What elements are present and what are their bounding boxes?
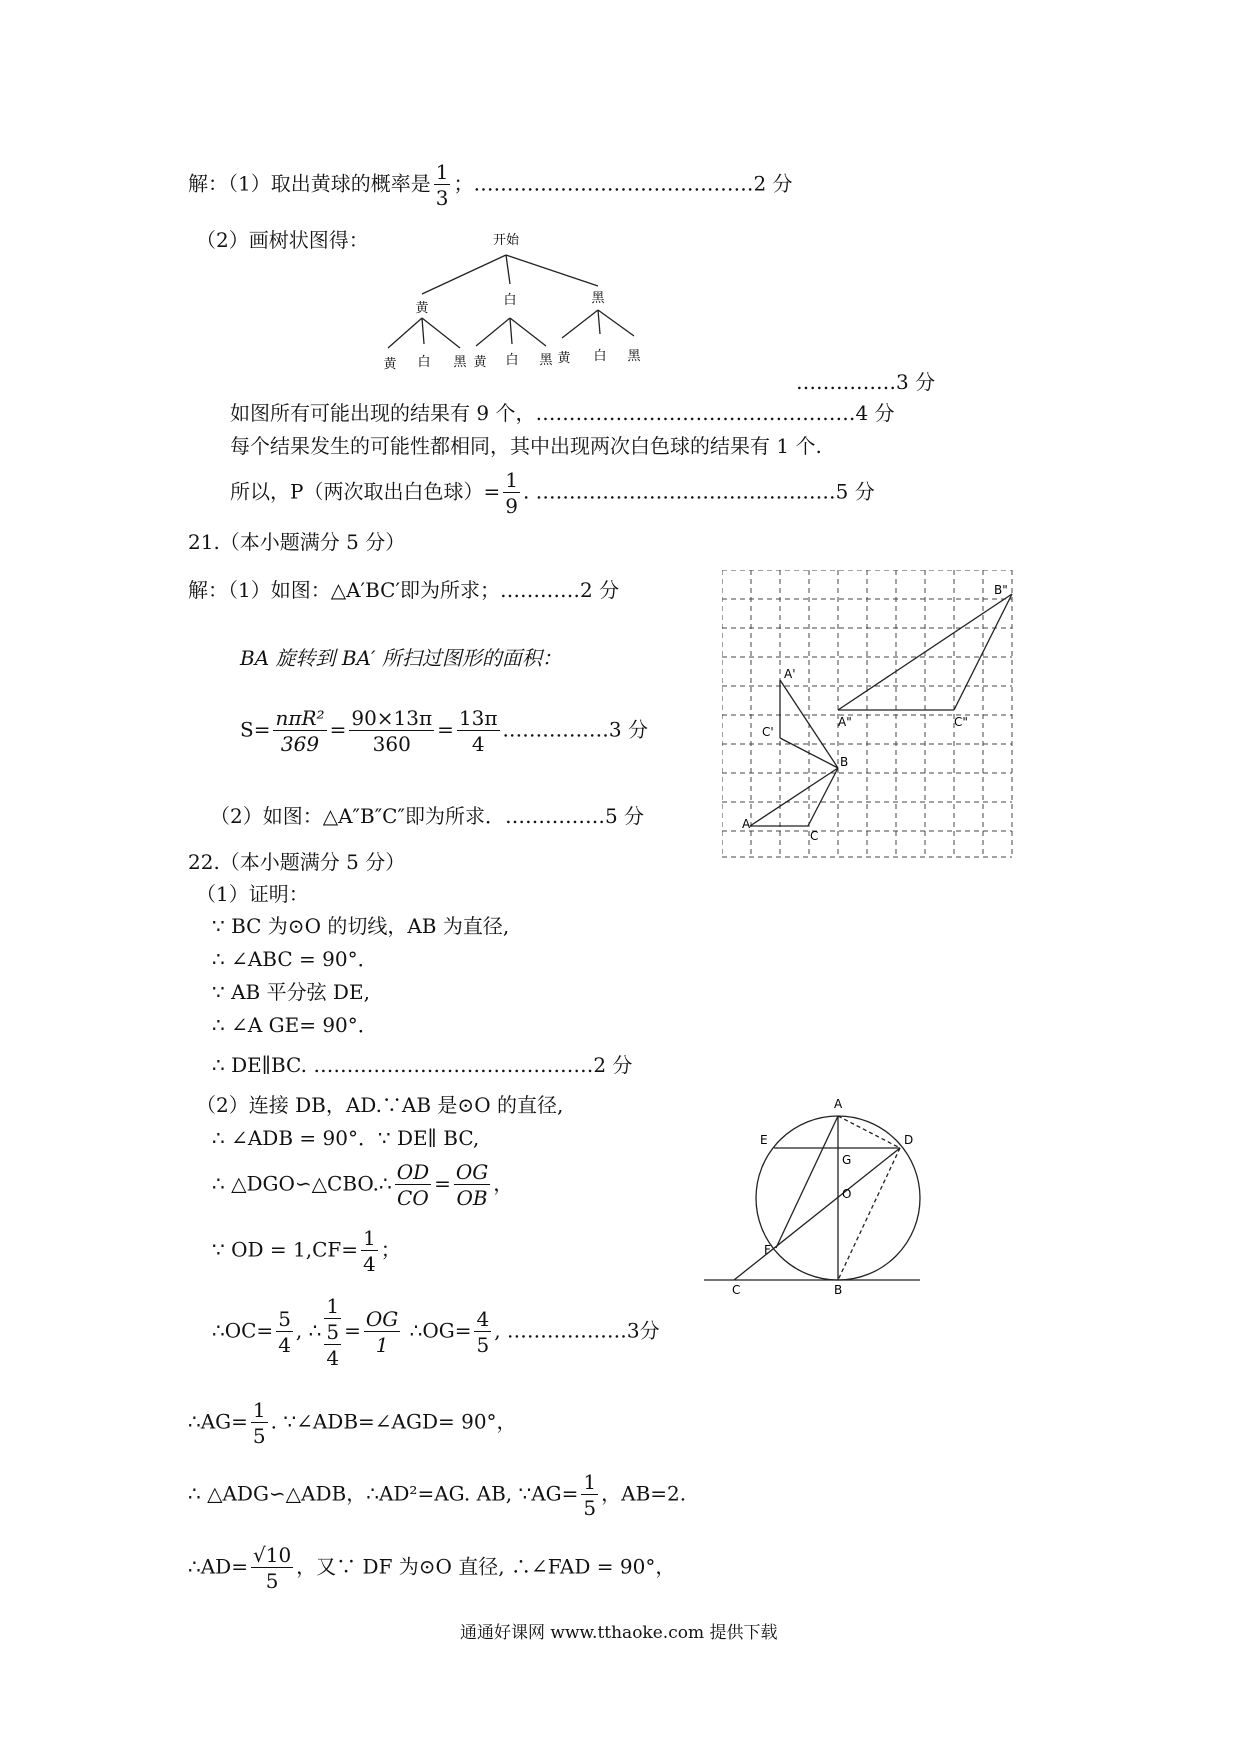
fraction-numerator: 5 bbox=[278, 1307, 291, 1331]
fraction-numerator: OG bbox=[455, 1160, 489, 1184]
fraction-og-ob bbox=[454, 1162, 490, 1208]
fraction-numerator: √10 bbox=[252, 1543, 292, 1567]
fraction-denominator: CO bbox=[397, 1186, 429, 1210]
q20-results-line: 如图所有可能出现的结果有 9 个，…………………………………………4 分 bbox=[230, 401, 895, 425]
tree-leaf: 黑 bbox=[539, 353, 553, 368]
fraction-denominator: 4 bbox=[471, 732, 485, 756]
q22-line-9-end: ， bbox=[493, 1171, 514, 1196]
tree-level1-yellow: 黄 bbox=[415, 301, 429, 316]
fraction-numerator: 1 bbox=[363, 1226, 376, 1250]
fraction-ag-2 bbox=[581, 1472, 598, 1518]
point-label-c: C bbox=[810, 829, 819, 843]
fraction-compound bbox=[324, 1296, 341, 1368]
q22-line-3: ∴ ∠ABC = 90°． bbox=[212, 947, 378, 971]
tree-leaf: 黄 bbox=[557, 351, 571, 366]
tree-leaf: 黄 bbox=[383, 357, 397, 372]
q22-title: 22.（本小题满分 5 分） bbox=[188, 850, 406, 874]
fraction-cf bbox=[361, 1228, 378, 1274]
q20-part1 bbox=[188, 162, 793, 208]
q22-similar-text: ∴ △DGO∽△CBO.∴ bbox=[212, 1171, 392, 1196]
circle-label-b: B bbox=[834, 1283, 843, 1294]
tree-root-label: 开始 bbox=[492, 233, 520, 248]
fraction-numerator: OD bbox=[396, 1160, 430, 1184]
q22-line-11: ∴OC= $\frac{5}{4}$ , ∴ $\frac{1}{\frac{5}{4}}$ = $\frac{OG}{1}$ ∴OG= $\frac{4}{5}$ , ………………3分 bbox=[212, 1294, 660, 1370]
tree-diagram bbox=[370, 222, 660, 382]
q22-line-14 bbox=[188, 1545, 675, 1591]
circle-label-e: E bbox=[760, 1133, 768, 1147]
q22-ag-text: ∴AG= bbox=[188, 1409, 248, 1434]
tree-leaf: 白 bbox=[505, 353, 519, 368]
q22-line-1: （1）证明： bbox=[196, 882, 309, 906]
circle-label-f: F bbox=[764, 1243, 771, 1257]
fraction-numerator: 5 bbox=[326, 1320, 340, 1344]
fraction-formula-1 bbox=[273, 708, 326, 754]
fraction-denominator: 4 bbox=[278, 1333, 291, 1357]
fraction-one-third bbox=[434, 162, 451, 208]
q22-ad-text: ∴AD= bbox=[188, 1554, 248, 1579]
q20-part2-label: （2）画树状图得： bbox=[196, 228, 369, 252]
tree-leaf: 黑 bbox=[627, 349, 641, 364]
fraction-numerator: 1 bbox=[505, 468, 518, 492]
fraction-denominator: 9 bbox=[505, 494, 518, 518]
circle-label-o: O bbox=[842, 1187, 852, 1201]
point-label-c-prime: C' bbox=[762, 725, 774, 739]
fraction-og bbox=[474, 1309, 491, 1355]
q21-area-formula bbox=[240, 708, 648, 754]
q22-line-11-score: , ………………3分 bbox=[494, 1318, 660, 1343]
tree-level1-black: 黑 bbox=[591, 291, 605, 306]
grid-rotation-figure bbox=[722, 570, 1022, 860]
q20-score-3: ……………3 分 bbox=[796, 370, 936, 394]
tree-leaf: 黑 bbox=[453, 355, 467, 370]
equals-sign: = bbox=[437, 717, 454, 742]
tree-leaf: 白 bbox=[417, 355, 431, 370]
fraction-numerator: 1 bbox=[435, 160, 449, 184]
q22-line-5: ∴ ∠A GE= 90°． bbox=[212, 1013, 378, 1037]
fraction-numerator: 1 bbox=[583, 1470, 597, 1494]
q21-step1: 解：（1）如图：△A′BC′即为所求；…………2 分 bbox=[188, 578, 620, 602]
fraction-formula-3 bbox=[457, 708, 500, 754]
fraction-denominator: 1 bbox=[375, 1333, 389, 1357]
fraction-denominator: 360 bbox=[372, 732, 411, 756]
q22-line-10-end: ； bbox=[380, 1237, 401, 1262]
fraction-one-ninth bbox=[503, 470, 520, 516]
page-footer: 通通好课网 www.tthaoke.com 提供下载 bbox=[460, 1623, 778, 1643]
q20-equal-line: 每个结果发生的可能性都相同，其中出现两次白色球的结果有 1 个. bbox=[230, 434, 822, 458]
q20-probability-text: 所以，P（两次取出白色球）= bbox=[230, 479, 501, 504]
fraction-denominator: 4 bbox=[363, 1252, 376, 1276]
fraction-denominator: 5 bbox=[583, 1496, 597, 1520]
q22-line-9: ∴ △DGO∽△CBO.∴ $\frac{OD}{CO}$ = $\frac{OG}{OB}$ ， bbox=[212, 1160, 514, 1210]
circle-label-d: D bbox=[904, 1133, 914, 1147]
fraction-numerator: 13π bbox=[458, 706, 498, 730]
q22-line-8: ∴ ∠ADB = 90°．∵ DE∥ BC, bbox=[212, 1126, 480, 1150]
q22-line-12-end: . ∵∠ADB=∠AGD= 90°， bbox=[270, 1409, 517, 1434]
q20-part1-text: 解：（1）取出黄球的概率是 bbox=[188, 171, 431, 196]
fraction-formula-2 bbox=[349, 708, 434, 754]
q21-area-score: .……………3 分 bbox=[502, 717, 648, 742]
q22-od-cf-text: ∵ OD = 1,CF= bbox=[212, 1237, 359, 1262]
fraction-denominator: 5 bbox=[252, 1424, 266, 1448]
q22-line-6: ∴ DE∥BC. ……………………………………2 分 bbox=[212, 1053, 633, 1077]
fraction-og-1 bbox=[364, 1309, 400, 1355]
fraction-denominator: 3 bbox=[435, 186, 449, 210]
point-label-b: B bbox=[840, 755, 849, 769]
fraction-denominator: 4 bbox=[326, 1346, 340, 1370]
q22-line-12 bbox=[188, 1400, 517, 1446]
q22-og-text: ∴OG= bbox=[409, 1318, 472, 1343]
point-label-b-double-prime: B" bbox=[994, 583, 1008, 597]
q22-oc-text: ∴OC= bbox=[212, 1318, 274, 1343]
q22-therefore: , ∴ bbox=[295, 1318, 322, 1343]
q22-line-2: ∵ BC 为⊙O 的切线，AB 为直径, bbox=[212, 914, 510, 938]
q20-probability-line bbox=[230, 470, 875, 516]
fraction-ad bbox=[251, 1545, 293, 1591]
fraction-denominator: 5 bbox=[476, 1333, 490, 1357]
q20-probability-score: . ………………………………………5 分 bbox=[522, 479, 875, 504]
fraction-od-co bbox=[395, 1162, 431, 1208]
q22-line-14-end: ，又∵ DF 为⊙O 直径, ∴∠FAD = 90°， bbox=[296, 1554, 676, 1579]
fraction-numerator: OG bbox=[365, 1307, 399, 1331]
q20-part1-score: ；……………………………………2 分 bbox=[453, 171, 793, 196]
circle-label-c: C bbox=[732, 1283, 741, 1294]
fraction-denominator: 5 bbox=[265, 1569, 279, 1593]
q21-step3: （2）如图：△A″B″C″即为所求．……………5 分 bbox=[210, 804, 645, 828]
fraction-denominator: 369 bbox=[280, 732, 320, 756]
q22-line-4: ∵ AB 平分弦 DE, bbox=[212, 980, 370, 1004]
q21-step2: BA 旋转到 BA′ 所扫过图形的面积： bbox=[240, 646, 562, 670]
equals-sign: = bbox=[329, 717, 347, 742]
point-label-a-prime: A' bbox=[784, 667, 796, 681]
fraction-oc bbox=[276, 1309, 293, 1355]
fraction-nested bbox=[324, 1322, 341, 1368]
q22-line-13-end: ，AB=2. bbox=[601, 1481, 687, 1506]
fraction-numerator: 1 bbox=[252, 1398, 266, 1422]
q22-line-10 bbox=[212, 1228, 401, 1274]
area-s-label: S= bbox=[240, 717, 271, 742]
fraction-denominator bbox=[324, 1319, 341, 1368]
fraction-ag bbox=[251, 1400, 268, 1446]
tree-leaf: 白 bbox=[593, 349, 607, 364]
point-label-a-double-prime: A" bbox=[838, 715, 852, 729]
fraction-numerator: nπR² bbox=[275, 706, 325, 730]
fraction-numerator: 1 bbox=[326, 1294, 340, 1318]
fraction-numerator: 90×13π bbox=[351, 706, 433, 730]
point-label-c-double-prime: C" bbox=[954, 715, 968, 729]
circle-label-g: G bbox=[842, 1153, 852, 1167]
point-label-a: A bbox=[742, 817, 751, 831]
q22-adg-text: ∴ △ADG∽△ADB，∴AD²=AG. AB, ∵AG= bbox=[188, 1481, 579, 1506]
q22-line-7: （2）连接 DB，AD.∵AB 是⊙O 的直径, bbox=[196, 1093, 564, 1117]
tree-leaf: 黄 bbox=[473, 355, 487, 370]
fraction-denominator: OB bbox=[456, 1186, 488, 1210]
fraction-numerator: 4 bbox=[476, 1307, 490, 1331]
q21-title: 21.（本小题满分 5 分） bbox=[188, 530, 406, 554]
q22-line-13 bbox=[188, 1472, 686, 1518]
tree-level1-white: 白 bbox=[503, 293, 517, 308]
circle-label-a: A bbox=[834, 1097, 843, 1111]
circle-geometry-figure bbox=[704, 1094, 930, 1294]
